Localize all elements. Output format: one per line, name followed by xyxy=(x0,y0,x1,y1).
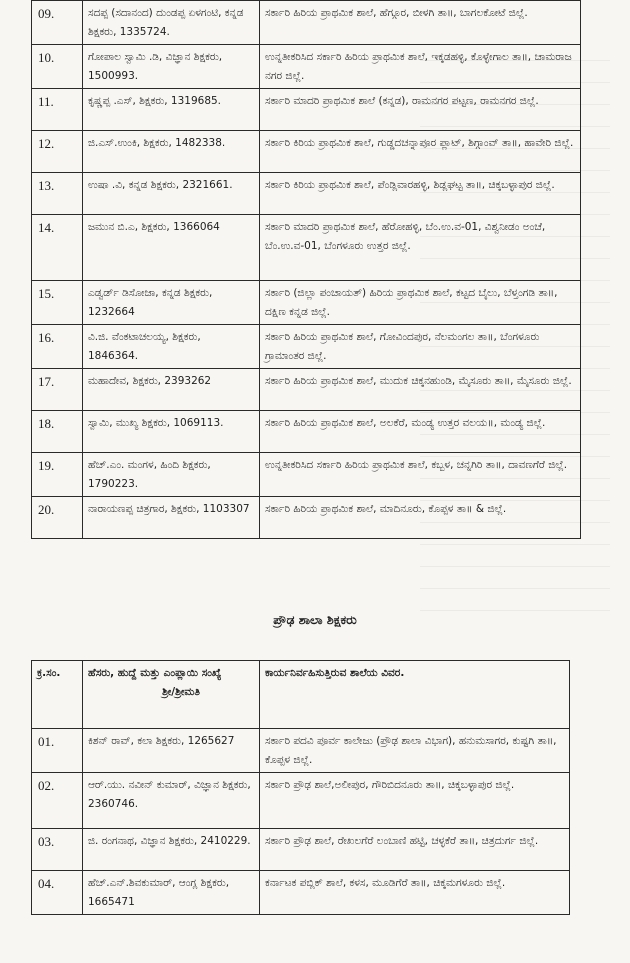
serial-number: 15. xyxy=(32,281,83,325)
table-row xyxy=(32,411,581,453)
serial-number: 04. xyxy=(32,871,83,915)
teacher-name-cell: ಹೆಚ್.ಎಂ. ಮಂಗಳ, ಹಿಂದಿ ಶಿಕ್ಷಕರು, 1790223. xyxy=(83,453,260,497)
table-row xyxy=(32,497,581,539)
school-detail-cell: ಸರ್ಕಾರಿ ಕಿರಿಯ ಪ್ರಾಥಮಿಕ ಶಾಲೆ, ಪೆಂಡ್ಲಿವಾರಹಳ್ಳಿ, ಶಿಡ್ಲಘಟ್ಟ ತಾ॥, ಚಿಕ್ಕಬಳ್ಳಾಪುರ ಜಿಲ್ಲೆ. xyxy=(260,173,581,215)
table-row xyxy=(32,45,581,89)
serial-number: 09. xyxy=(32,1,83,45)
teacher-name-cell: ಕಿಶನ್ ರಾವ್, ಕಲಾ ಶಿಕ್ಷಕರು, 1265627 xyxy=(83,729,260,773)
school-detail-cell: ಸರ್ಕಾರಿ ಪ್ರೌಢ ಶಾಲೆ,ಅಲೀಪುರ, ಗೌರಿಬಿದನೂರು ತಾ॥, ಚಿಕ್ಕಬಳ್ಳಾಪುರ ಜಿಲ್ಲೆ. xyxy=(260,773,570,829)
table-row xyxy=(32,173,581,215)
teacher-name-cell: ಆರ್.ಯು. ನವೀನ್ ಕುಮಾರ್, ವಿಜ್ಞಾನ ಶಿಕ್ಷಕರು, 2360746. xyxy=(83,773,260,829)
serial-number: 01. xyxy=(32,729,83,773)
teacher-name-cell: ನಾರಾಯಣಪ್ಪ ಚಿತ್ರಗಾರ, ಶಿಕ್ಷಕರು, 1103307 xyxy=(83,497,260,539)
school-detail-cell: ಸರ್ಕಾರಿ ಮಾದರಿ ಪ್ರಾಥಮಿಕ ಶಾಲೆ (ಕನ್ನಡ), ರಾಮನಗರ ಪಟ್ಟಣ, ರಾಮನಗರ ಜಿಲ್ಲೆ. xyxy=(260,89,581,131)
teacher-name-cell: ವಿ.ಜಿ. ವೆಂಕಟಾಚಲಯ್ಯ, ಶಿಕ್ಷಕರು, 1846364. xyxy=(83,325,260,369)
school-detail-cell: ಸರ್ಕಾರಿ ಮಾದರಿ ಪ್ರಾಥಮಿಕ ಶಾಲೆ, ಹೆರೋಹಳ್ಳಿ, ಬೆಂ.ಉ.ವ-01, ವಿಶ್ವನೀಡಂ ಅಂಚೆ, ಬೆಂ.ಉ.ವ-01, ಬೆಂಗಳೂರು ಉತ್ತರ ಜಿಲ್ಲೆ. xyxy=(260,215,581,281)
teacher-name-cell: ಎಡ್ವರ್ಡ್ ಡಿಸೋಜಾ, ಕನ್ನಡ ಶಿಕ್ಷಕರು, 1232664 xyxy=(83,281,260,325)
serial-number: 18. xyxy=(32,411,83,453)
primary-teachers-table xyxy=(31,0,581,539)
teacher-name-cell: ಹೆಚ್.ಎನ್.ಶಿವಕುಮಾರ್, ಆಂಗ್ಲ ಶಿಕ್ಷಕರು, 1665471 xyxy=(83,871,260,915)
school-detail-cell: ಉನ್ನತೀಕರಿಸಿದ ಸರ್ಕಾರಿ ಹಿರಿಯ ಪ್ರಾಥಮಿಕ ಶಾಲೆ, ಇಕ್ಕಡಹಳ್ಳಿ, ಕೊಳ್ಳೇಗಾಲ ತಾ॥, ಚಾಮರಾಜ ನಗರ ಜಿಲ್ಲೆ. xyxy=(260,45,581,89)
table-row xyxy=(32,829,570,871)
school-detail-cell: ಉನ್ನತೀಕರಿಸಿದ ಸರ್ಕಾರಿ ಹಿರಿಯ ಪ್ರಾಥಮಿಕ ಶಾಲೆ, ಕಬ್ಬಳ, ಚನ್ನಗಿರಿ ತಾ॥, ದಾವಣಗೆರೆ ಜಿಲ್ಲೆ. xyxy=(260,453,581,497)
serial-number: 19. xyxy=(32,453,83,497)
school-detail-cell: ಸರ್ಕಾರಿ (ಜಿಲ್ಲಾ ಪಂಚಾಯತ್) ಹಿರಿಯ ಪ್ರಾಥಮಿಕ ಶಾಲೆ, ಕಟ್ಟದ ಬೈಲು, ಬೆಳ್ತಂಗಡಿ ತಾ॥, ದಕ್ಷಿಣ ಕನ್ನಡ ಜಿಲ್ಲೆ. xyxy=(260,281,581,325)
table-header-row xyxy=(32,661,570,729)
serial-number: 12. xyxy=(32,131,83,173)
table-row xyxy=(32,131,581,173)
school-detail-cell: ಸರ್ಕಾರಿ ಹಿರಿಯ ಪ್ರಾಥಮಿಕ ಶಾಲೆ, ಹೆಗ್ಗೂರ, ಬೀಳಗಿ ತಾ॥, ಬಾಗಲಕೋಟೆ ಜಿಲ್ಲೆ. xyxy=(260,1,581,45)
serial-number: 17. xyxy=(32,369,83,411)
school-detail-cell: ಸರ್ಕಾರಿ ಹಿರಿಯ ಪ್ರಾಥಮಿಕ ಶಾಲೆ, ಅಲಕೆರೆ, ಮಂಡ್ಯ ಉತ್ತರ ವಲಯ॥, ಮಂಡ್ಯ ಜಿಲ್ಲೆ. xyxy=(260,411,581,453)
school-detail-cell: ಸರ್ಕಾರಿ ಪ್ರೌಢ ಶಾಲೆ, ರೇಖಲಗೆರೆ ಲಂಬಾಣಿ ಹಟ್ಟಿ, ಚಳ್ಳಕೆರೆ ತಾ॥, ಚಿತ್ರದುರ್ಗ ಜಿಲ್ಲೆ. xyxy=(260,829,570,871)
teacher-name-cell: ಉಷಾ .ವಿ, ಕನ್ನಡ ಶಿಕ್ಷಕರು, 2321661. xyxy=(83,173,260,215)
header-name-label: ಹೆಸರು, ಹುದ್ದೆ ಮತ್ತು ಎಂಪ್ಲಾಯಿ ಸಂಖ್ಯೆ xyxy=(88,667,222,679)
table-row xyxy=(32,369,581,411)
teacher-name-cell: ಜಿ. ರಂಗನಾಥ, ವಿಜ್ಞಾನ ಶಿಕ್ಷಕರು, 2410229. xyxy=(83,829,260,871)
serial-number: 14. xyxy=(32,215,83,281)
teacher-name-cell: ಸದಪ್ಪ (ಸದಾನಂದ) ದುಂಡಪ್ಪ ಏಳಗಂಟಿ, ಕನ್ನಡ ಶಿಕ್ಷಕರು, 1335724. xyxy=(83,1,260,45)
serial-number: 16. xyxy=(32,325,83,369)
header-serial-number: ಕ್ರ.ಸಂ. xyxy=(32,661,83,729)
table-row xyxy=(32,325,581,369)
school-detail-cell: ಸರ್ಕಾರಿ ಪದವಿ ಪೂರ್ವ ಕಾಲೇಜು (ಪ್ರೌಢ ಶಾಲಾ ವಿಭಾಗ), ಹನುಮಸಾಗರ, ಕುಷ್ಟಗಿ ತಾ॥, ಕೊಪ್ಪಳ ಜಿಲ್ಲೆ. xyxy=(260,729,570,773)
teacher-name-cell: ಮಹಾದೇವ, ಶಿಕ್ಷಕರು, 2393262 xyxy=(83,369,260,411)
teacher-name-cell: ಸ್ವಾಮಿ, ಮುಖ್ಯ ಶಿಕ್ಷಕರು, 1069113. xyxy=(83,411,260,453)
serial-number: 03. xyxy=(32,829,83,871)
serial-number: 20. xyxy=(32,497,83,539)
header-honorific-label: ಶ್ರೀ/ಶ್ರೀಮತಿ xyxy=(162,686,200,698)
high-school-teachers-table xyxy=(31,660,570,915)
section-title-high-school-teachers: ಪ್ರೌಢ ಶಾಲಾ ಶಿಕ್ಷಕರು xyxy=(273,612,357,627)
table-row xyxy=(32,729,570,773)
serial-number: 11. xyxy=(32,89,83,131)
table-row xyxy=(32,215,581,281)
serial-number: 13. xyxy=(32,173,83,215)
teacher-name-cell: ಜಮುನ ಬಿ.ಎ, ಶಿಕ್ಷಕರು, 1366064 xyxy=(83,215,260,281)
teacher-name-cell: ಜಿ.ಎಸ್.ಉಂಕಿ, ಶಿಕ್ಷಕರು, 1482338. xyxy=(83,131,260,173)
table-row xyxy=(32,871,570,915)
school-detail-cell: ಕರ್ನಾಟಕ ಪಬ್ಲಿಕ್ ಶಾಲೆ, ಕಳಸ, ಮೂಡಿಗೆರೆ ತಾ॥, ಚಿಕ್ಕಮಗಳೂರು ಜಿಲ್ಲೆ. xyxy=(260,871,570,915)
header-name-designation xyxy=(83,661,260,729)
school-detail-cell: ಸರ್ಕಾರಿ ಹಿರಿಯ ಪ್ರಾಥಮಿಕ ಶಾಲೆ, ಗೋವಿಂದಪುರ, ನೆಲಮಂಗಲ ತಾ॥, ಬೆಂಗಳೂರು ಗ್ರಾಮಾಂತರ ಜಿಲ್ಲೆ. xyxy=(260,325,581,369)
teacher-name-cell: ಗೋಪಾಲ ಸ್ವಾಮಿ .ಡಿ, ವಿಜ್ಞಾನ ಶಿಕ್ಷಕರು, 1500993. xyxy=(83,45,260,89)
teacher-name-cell: ಕೃಷ್ಣಪ್ಪ .ಎಸ್, ಶಿಕ್ಷಕರು, 1319685. xyxy=(83,89,260,131)
table-row xyxy=(32,281,581,325)
school-detail-cell: ಸರ್ಕಾರಿ ಹಿರಿಯ ಪ್ರಾಥಮಿಕ ಶಾಲೆ, ಮಾದಿನೂರು, ಕೊಪ್ಪಳ ತಾ॥ & ಜಿಲ್ಲೆ. xyxy=(260,497,581,539)
table-row xyxy=(32,1,581,45)
table-row xyxy=(32,89,581,131)
table-row xyxy=(32,773,570,829)
serial-number: 10. xyxy=(32,45,83,89)
serial-number: 02. xyxy=(32,773,83,829)
table-row xyxy=(32,453,581,497)
header-school-detail: ಕಾರ್ಯನಿರ್ವಹಿಸುತ್ತಿರುವ ಶಾಲೆಯ ವಿವರ. xyxy=(260,661,570,729)
school-detail-cell: ಸರ್ಕಾರಿ ಹಿರಿಯ ಪ್ರಾಥಮಿಕ ಶಾಲೆ, ಮುದುಕ ಚಿಕ್ಕನಹುಂಡಿ, ಮೈಸೂರು ತಾ॥, ಮೈಸೂರು ಜಿಲ್ಲೆ. xyxy=(260,369,581,411)
school-detail-cell: ಸರ್ಕಾರಿ ಕಿರಿಯ ಪ್ರಾಥಮಿಕ ಶಾಲೆ, ಗುಡ್ಡದಚನ್ನಾಪೂರ ಪ್ಲಾಟ್, ಶಿಗ್ಗಾಂವ್ ತಾ॥, ಹಾವೇರಿ ಜಿಲ್ಲೆ. xyxy=(260,131,581,173)
